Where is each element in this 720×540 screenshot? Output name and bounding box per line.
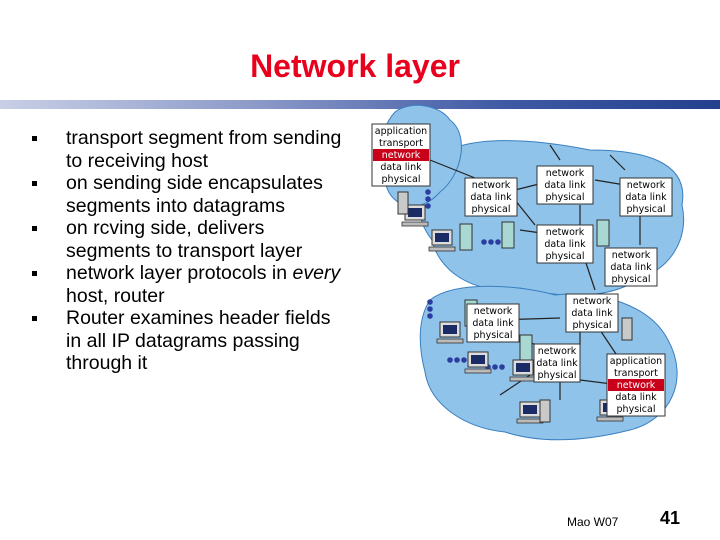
computer-icon — [429, 230, 455, 251]
stack-layer-label: physical — [471, 204, 511, 215]
port-dot-icon — [454, 357, 460, 363]
stack-layer-label: network — [471, 180, 511, 191]
port-dot-icon — [492, 364, 498, 370]
keyboard-shape — [402, 222, 428, 226]
stack-layer-label: transport — [614, 368, 658, 379]
port-dot-icon — [427, 313, 433, 319]
port-dot-icon — [425, 196, 431, 202]
stack-layer-label: application — [374, 126, 428, 137]
protocol-stack — [620, 178, 672, 216]
stack-layer-label: data link — [610, 262, 652, 273]
stack-layer-label: network — [473, 306, 513, 317]
bullet-text: through it — [66, 352, 148, 374]
protocol-stack — [607, 354, 665, 416]
server-icon — [540, 400, 550, 422]
protocol-stack — [537, 225, 593, 263]
computer-icon — [510, 360, 536, 381]
router-icon — [460, 224, 472, 250]
port-dot-icon — [425, 189, 431, 195]
stack-layer-label: transport — [379, 138, 423, 149]
stack-layer-label: data link — [470, 192, 512, 203]
protocol-stack — [372, 124, 430, 186]
router-icon — [520, 335, 532, 361]
port-dot-icon — [488, 239, 494, 245]
computer-icon — [465, 352, 491, 373]
stack-layer-label: network — [537, 346, 577, 357]
protocol-stack — [537, 166, 593, 204]
protocol-stack — [467, 304, 519, 342]
port-dot-icon — [481, 239, 487, 245]
stack-layer-label: network — [626, 180, 666, 191]
stack-layer-label: data link — [472, 318, 514, 329]
screen-shape — [443, 325, 457, 334]
computer-icon — [517, 402, 543, 423]
stack-layer-label: data link — [571, 308, 613, 319]
keyboard-shape — [437, 339, 463, 343]
server-icon — [622, 318, 632, 340]
footer-text: Mao W07 — [567, 515, 619, 529]
bullet-text: transport segment from sending — [66, 127, 342, 149]
screen-shape — [516, 363, 530, 372]
slide-title: Network layer — [250, 48, 460, 84]
port-dot-icon — [427, 306, 433, 312]
stack-layer-label: physical — [545, 192, 585, 203]
screen-shape — [471, 355, 485, 364]
port-dot-icon — [427, 299, 433, 305]
bullet-text: segments to transport layer — [66, 239, 303, 262]
stack-layer-label: physical — [626, 204, 666, 215]
screen-shape — [435, 233, 449, 242]
port-dot-icon — [495, 239, 501, 245]
stack-layer-label: data link — [380, 162, 422, 173]
page-number: 41 — [660, 508, 681, 528]
stack-layer-label: network — [545, 227, 585, 238]
stack-layer-label: physical — [381, 174, 421, 185]
keyboard-shape — [465, 369, 491, 373]
port-dot-icon — [461, 357, 467, 363]
stack-layer-label: physical — [537, 370, 577, 381]
stack-layer-label: data link — [544, 180, 586, 191]
screen-shape — [408, 208, 422, 217]
protocol-stack — [465, 178, 517, 216]
computer-icon — [437, 322, 463, 343]
port-dot-icon — [499, 364, 505, 370]
stack-layer-label: data link — [625, 192, 667, 203]
stack-layer-label: application — [609, 356, 663, 367]
stack-layer-label: network — [381, 150, 421, 161]
stack-layer-label: network — [572, 296, 612, 307]
stack-layer-label: physical — [572, 320, 612, 331]
stack-layer-label: physical — [473, 330, 513, 341]
bullet-text: in all IP datagrams passing — [66, 329, 300, 352]
bullet-text: to receiving host — [66, 149, 208, 172]
keyboard-shape — [510, 377, 536, 381]
bullet-text: on sending side encapsulates — [66, 172, 323, 194]
stack-layer-label: physical — [611, 274, 651, 285]
stack-layer-label: data link — [544, 239, 586, 250]
stack-layer-label: data link — [536, 358, 578, 369]
protocol-stack — [566, 294, 618, 332]
router-icon — [597, 220, 609, 246]
stack-layer-label: data link — [615, 392, 657, 403]
bullet-text: host, router — [66, 284, 165, 307]
screen-shape — [523, 405, 537, 414]
protocol-stack — [605, 248, 657, 286]
bullet-text: Router examines header fields — [66, 307, 331, 329]
bullet-text: on rcving side, delivers — [66, 217, 265, 239]
port-dot-icon — [447, 357, 453, 363]
bullet-text: segments into datagrams — [66, 194, 285, 217]
router-icon — [502, 222, 514, 248]
keyboard-shape — [429, 247, 455, 251]
keyboard-shape — [597, 417, 623, 421]
keyboard-shape — [517, 419, 543, 423]
server-icon — [398, 192, 408, 214]
stack-layer-label: physical — [545, 251, 585, 262]
bullet-emphasis: every — [292, 262, 341, 284]
stack-layer-label: network — [616, 380, 656, 391]
stack-layer-label: network — [545, 168, 585, 179]
bullet-text: network layer protocols in — [66, 262, 293, 284]
protocol-stack — [534, 344, 580, 382]
port-dot-icon — [425, 203, 431, 209]
stack-layer-label: network — [611, 250, 651, 261]
stack-layer-label: physical — [616, 404, 656, 415]
